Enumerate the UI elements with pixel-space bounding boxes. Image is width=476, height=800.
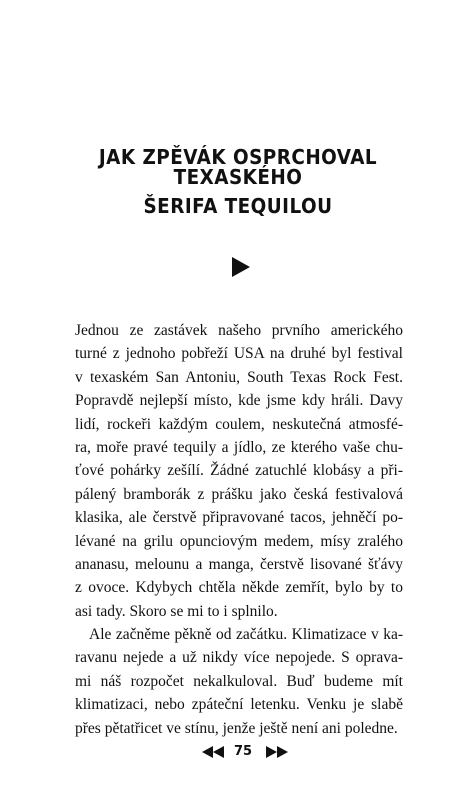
text-line: Jednou ze zastávek našeho prvního amerického <box>75 322 403 339</box>
text-line: ra, moře pravé tequily a jídlo, ze kterého vaše chu- <box>75 438 403 456</box>
text-line: přes pětatřicet ve stínu, jenže ještě není ani poledne. <box>75 719 398 737</box>
text-line: ťové pohárky zešílí. Žádné zatuchlé klobásy a při- <box>75 462 403 480</box>
text-line: lévané na grilu opunciovým medem, mísy zralého <box>75 532 403 550</box>
chapter-body-text <box>75 319 403 740</box>
text-line: Popravdě nejlepší místo, kde jsme kdy hráli. Davy <box>75 392 403 410</box>
chapter-title-line-1: JAK ZPĚVÁK OSPRCHOVAL TEXASKÉHO <box>98 145 378 189</box>
text-line: mi náš rozpočet nekalkuloval. Buď budeme mít <box>75 672 403 690</box>
double-arrow-left-icon[interactable] <box>202 746 224 758</box>
text-line: v texaském San Antoniu, South Texas Rock Fest. <box>75 368 403 386</box>
page-footer <box>0 742 476 762</box>
text-line: turné z jednoho pobřeží USA na druhé byl festival <box>75 345 403 363</box>
text-line: klimatizaci, nebo zpáteční letenku. Venku je slabě <box>75 696 403 714</box>
text-line: ananasu, melounu a manga, čerstvě lisované šťávy <box>75 555 403 573</box>
text-line: pálený bramborák z prášku jako česká festivalová <box>75 485 403 503</box>
chapter-title-line-2: ŠERIFA TEQUILOU <box>143 194 333 218</box>
text-line: z ovoce. Kdybych chtěla někde zemřít, bylo by to <box>75 579 403 597</box>
play-triangle-icon <box>232 257 250 277</box>
text-line: ravanu nejede a už nikdy více nepojede. S oprava- <box>75 649 403 667</box>
text-line: klasika, ale čerstvě připravované tacos, jehněčí po- <box>75 509 403 527</box>
double-arrow-right-icon[interactable] <box>266 746 288 758</box>
text-line: Ale začněme pěkně od začátku. Klimatizace v ka- <box>89 626 403 644</box>
page-number: 75 <box>233 744 253 759</box>
text-line: asi tady. Skoro se mi to i splnilo. <box>75 602 278 620</box>
text-line: lidí, rockeři každým coulem, neskutečná atmosfé- <box>75 415 403 433</box>
